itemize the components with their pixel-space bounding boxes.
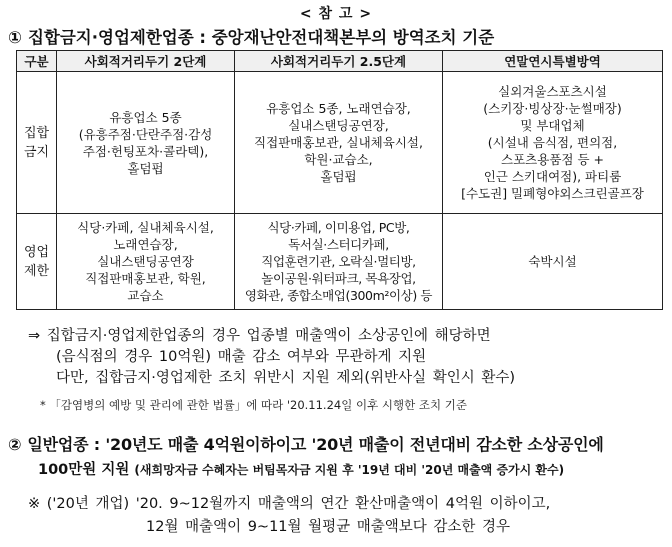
section-2-number: ② [8,435,22,454]
measures-table [16,50,663,310]
new-business-note [28,493,668,539]
row-label-business-restriction: 영업 제한 [17,214,57,310]
reference-title: < 참 고 > [299,6,373,22]
cell-ban-level-2-5: 유흥업소 5종, 노래연습장, 실내스탠딩공연장, 직접판매홍보관, 실내체육시설, 학원·교습소, 홀덤펍 [235,72,443,214]
new-business-note-line-1: ※ ('20년 개업) '20. 9~12월까지 매출액의 연간 환산매출액이 4억원 이하이고, [28,496,551,512]
section-2-subline [38,458,564,479]
section-1-heading [8,24,494,48]
table-header-row [17,51,663,72]
table-row-business-restriction [17,214,663,310]
cell-restriction-year-end: 숙박시설 [443,214,663,310]
cell-ban-level-2: 유흥업소 5종 (유흥주점·단란주점·감성 주점·헌팅포차·콜라텍), 홀덤펍 [57,72,235,214]
section-1-title: 집합금지·영업제한업종 : 중앙재난안전대책본부의 방역조치 기준 [27,28,495,47]
support-amount: 100만원 지원 [38,462,130,478]
section-2-title: 일반업종 : '20년도 매출 4억원이하이고 '20년 매출이 전년대비 감소한 소상공인에 [27,435,604,454]
table-row-gathering-ban [17,72,663,214]
support-note-line-2: (음식점의 경우 10억원) 매출 감소 여부와 무관하게 지원 [56,349,427,365]
clawback-note: (새희망자금 수혜자는 버팀목자금 지원 후 '19년 대비 '20년 매출액 증가시 환수) [134,463,565,477]
cell-ban-year-end: 실외겨울스포츠시설 (스키장·빙상장·눈썰매장) 및 부대업체 (시설내 음식점, 편의점, 스포츠용품점 등 + 인근 스키대여점), 파티룸 [수도권] 밀폐형야외스크린골프장 [443,72,663,214]
header-level-2-5: 사회적거리두기 2.5단계 [235,51,443,72]
cell-restriction-level-2-5: 식당·카페, 이미용업, PC방, 독서실·스터디카페, 직업훈련기관, 오락실·멀티방, 놀이공원·워터파크, 목욕장업, 영화관, 종합소매업(300m²이상) 등 [235,214,443,310]
cell-restriction-level-2: 식당·카페, 실내체육시설, 노래연습장, 실내스탠딩공연장 직접판매홍보관, 학원, 교습소 [57,214,235,310]
support-note-line-3: 다만, 집합금지·영업제한 조치 위반시 지원 제외(위반사실 확인시 환수) [56,370,515,386]
support-note [28,326,666,389]
new-business-note-line-2: 12월 매출액이 9~11월 월평균 매출액보다 감소한 경우 [146,519,511,535]
header-category: 구분 [17,51,57,72]
section-1-number: ① [8,28,22,47]
header-year-end: 연말연시특별방역 [443,51,663,72]
section-2-heading [8,432,604,455]
legal-footnote: * 「감염병의 예방 및 관리에 관한 법률」에 따라 '20.11.24일 이후 시행한 조치 기준 [40,398,467,412]
row-label-gathering-ban: 집합 금지 [17,72,57,214]
header-level-2: 사회적거리두기 2단계 [57,51,235,72]
support-note-line-1: ⇒ 집합금지·영업제한업종의 경우 업종별 매출액이 소상공인에 해당하면 [28,328,491,344]
